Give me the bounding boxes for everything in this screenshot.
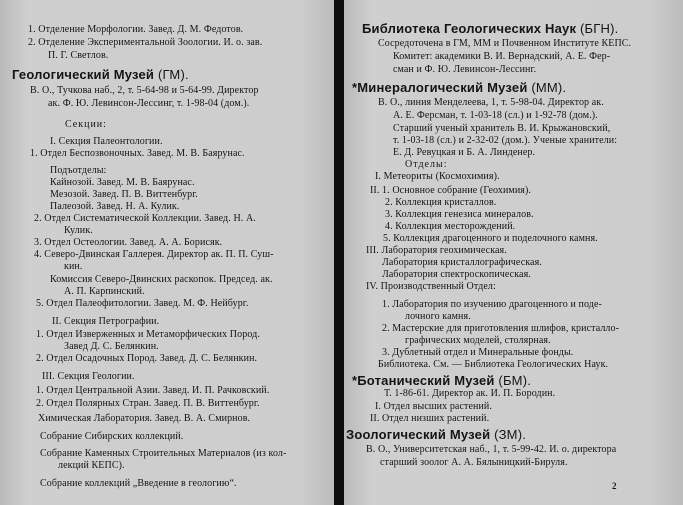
heading-name: Геологический Музей xyxy=(12,67,155,82)
text-line: III. Лаборатория геохимическая. xyxy=(366,245,507,256)
text-line: В. О., Тучкова наб., 2, т. 5-64-98 и 5-64-99. Директор xyxy=(30,85,259,96)
text-line: 5. Отдел Палеофитологии. Завед. М. Ф. Нейбург. xyxy=(36,298,249,309)
heading-name: *Ботанический Музей xyxy=(352,373,495,388)
text-line: графических моделей, столярная. xyxy=(405,335,551,346)
heading-abbr: (БМ). xyxy=(498,373,532,388)
text-line: 2. Отдел Систематической Коллекции. Завед. Н. А. xyxy=(34,213,256,224)
section-heading-mineralogical-museum xyxy=(352,80,566,95)
section-heading-geological-museum xyxy=(12,67,189,82)
text-line: Кулик. xyxy=(64,225,93,236)
section-heading-zoological-museum xyxy=(346,427,526,442)
text-line: Секции: xyxy=(65,119,107,130)
text-line: Кайнозой. Завед. М. В. Баярунас. xyxy=(50,177,195,188)
text-line: 4. Северо-Двинская Галлерея. Директор ак. П. П. Суш- xyxy=(34,249,274,260)
text-line: ак. Ф. Ю. Левинсон-Лессинг, т. 1-98-04 (дом.). xyxy=(48,98,250,109)
heading-name: Библиотека Геологических Наук xyxy=(362,21,577,36)
text-line: 2. Мастерские для приготовления шлифов, кристалло- xyxy=(382,323,620,334)
text-line: I. Метеориты (Космохимия). xyxy=(375,171,500,182)
text-line: Мезозой. Завед. П. В. Виттенбург. xyxy=(50,189,198,200)
text-line: Собрание Сибирских коллекций. xyxy=(40,431,184,442)
text-line: сман и Ф. Ю. Левинсон-Лессинг. xyxy=(393,64,537,75)
text-line: IV. Производственный Отдел: xyxy=(366,281,496,292)
text-line: Лаборатория кристаллографическая. xyxy=(382,257,542,268)
text-line: П. Г. Светлов. xyxy=(48,50,109,61)
right-page xyxy=(344,0,683,505)
text-line: 1. Отдел Центральной Азии. Завед. И. П. Рачковский. xyxy=(36,385,270,396)
text-line: 2. Отдел Полярных Стран. Завед. П. В. Виттенбург. xyxy=(36,398,260,409)
text-line: 3. Коллекция генезиса минералов. xyxy=(385,209,534,220)
text-line: II. Секция Петрографии. xyxy=(52,316,160,327)
page-number: 2 xyxy=(612,481,617,491)
text-line: Комиссия Северо-Двинских раскопок. Председ. ак. xyxy=(50,274,273,285)
text-line: 1. Отдел Изверженных и Метаморфических Пород. xyxy=(36,329,260,340)
text-line: 5. Коллекция драгоценного и поделочного камня. xyxy=(383,233,598,244)
text-line: II. Отдел низших растений. xyxy=(370,413,490,424)
text-line: А. Е. Ферсман, т. 1-03-18 (сл.) и 1-92-78 (дом.). xyxy=(393,110,598,121)
text-line: 1. Лаборатория по изучению драгоценного и поде- xyxy=(382,299,602,310)
text-line: кин. xyxy=(64,261,83,272)
text-line: старший зоолог А. А. Бялыницкий-Бируля. xyxy=(380,457,568,468)
text-line: 2. Отделение Экспериментальной Зоологии. И. о. зав. xyxy=(28,37,263,48)
text-line: Завед Д. С. Белянкин. xyxy=(64,341,159,352)
heading-name: *Минералогический Музей xyxy=(352,80,528,95)
text-line: В. О., Университетская наб., 1, т. 5-99-42. И. о. директора xyxy=(366,444,617,455)
text-line: III. Секция Геологии. xyxy=(42,371,135,382)
text-line: Отделы: xyxy=(405,159,448,170)
text-line: лекций КЕПС). xyxy=(58,460,125,471)
text-line: А. П. Карпинский. xyxy=(64,286,145,297)
text-line: т. 1-03-18 (сл.) и 2-32-02 (дом.). Ученые хранители: xyxy=(393,135,618,146)
section-heading-library xyxy=(362,21,618,36)
heading-abbr: (ГМ). xyxy=(157,67,189,82)
text-line: В. О., линия Менделеева, 1, т. 5-98-04. Директор ак. xyxy=(378,97,604,108)
heading-abbr: (ММ). xyxy=(531,80,567,95)
left-page xyxy=(0,0,336,505)
text-line: 2. Коллекция кристаллов. xyxy=(385,197,497,208)
text-line: Библиотека. См. — Библиотека Геологических Наук. xyxy=(378,359,609,370)
text-line: Химическая Лаборатория. Завед. В. А. Смирнов. xyxy=(38,413,251,424)
text-line: Подъотделы: xyxy=(50,165,107,176)
text-line: лочного камня. xyxy=(405,311,471,322)
text-line: 1. Отдел Беспозвоночных. Завед. М. В. Баярунас. xyxy=(30,148,245,159)
text-line: Комитет: академики В. И. Вернадский, А. Е. Фер- xyxy=(393,51,611,62)
heading-name: Зоологический Музей xyxy=(346,427,491,442)
text-line: 4. Коллекция месторождений. xyxy=(385,221,516,232)
text-line: 3. Отдел Остеологии. Завед. А. А. Борисяк. xyxy=(34,237,223,248)
text-line: Е. Д. Ревуцкая и Б. А. Линденер. xyxy=(393,147,536,158)
heading-abbr: (ЗМ). xyxy=(494,427,527,442)
text-line: II. 1. Основное собрание (Геохимия). xyxy=(370,185,532,196)
text-line: 3. Дублетный отдел и Минеральные фонды. xyxy=(382,347,574,358)
heading-abbr: (БГН). xyxy=(580,21,619,36)
text-line: Лаборатория спектроскопическая. xyxy=(382,269,531,280)
text-line: I. Секция Палеонтологии. xyxy=(50,136,163,147)
text-line: Старший ученый хранитель В. И. Крыжановский, xyxy=(393,123,611,134)
text-line: Т. 1-86-61. Директор ак. И. П. Бородин. xyxy=(384,388,556,399)
text-line: 2. Отдел Осадочных Пород. Завед. Д. С. Белянкин. xyxy=(36,353,258,364)
text-line: Палеозой. Завед. Н. А. Кулик. xyxy=(50,201,180,212)
text-line: 1. Отделение Морфологии. Завед. Д. М. Федотов. xyxy=(28,24,244,35)
text-line: I. Отдел высших растений. xyxy=(375,401,492,412)
section-heading-botanical-museum xyxy=(352,373,531,388)
text-line: Собрание коллекций „Введение в геологию“. xyxy=(40,478,237,489)
book-gutter xyxy=(334,0,344,505)
text-line: Сосредоточена в ГМ, ММ и Почвенном Институте КЕПС. xyxy=(378,38,632,49)
text-line: Собрание Каменных Строительных Материалов (из кол- xyxy=(40,448,287,459)
